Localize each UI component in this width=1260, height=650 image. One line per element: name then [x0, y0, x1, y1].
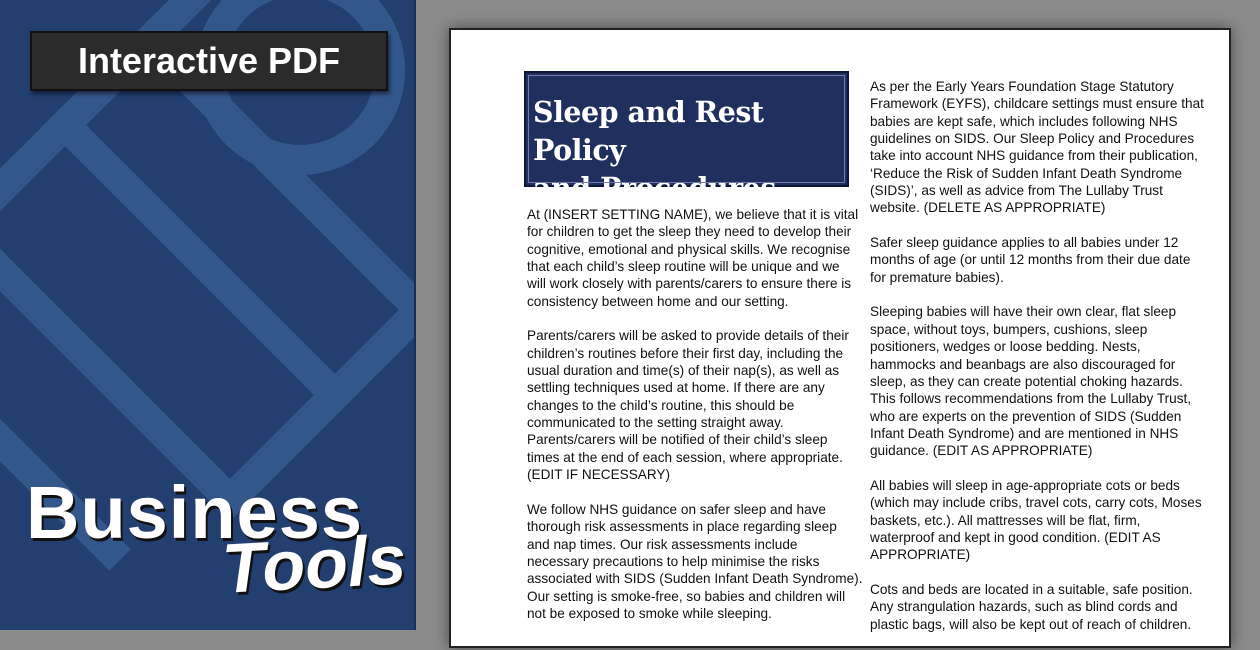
- brand-title: Business: [26, 471, 364, 554]
- text-line: Parents/carers will be asked to provide details of their: [527, 328, 849, 344]
- text-line: communicated to the setting straight away.: [527, 415, 784, 431]
- text-line: Our setting is smoke-free, so babies and children will: [527, 588, 846, 604]
- text-line: and nap times. Our risk assessments include: [527, 536, 798, 552]
- left-text-column: [527, 206, 863, 640]
- text-line: settling techniques used at home. If there are any: [527, 380, 825, 396]
- text-line: ‘Reduce the Risk of Sudden Infant Death Syndrome: [870, 165, 1183, 181]
- text-line: plastic bags, will also be kept out of reach of children.: [870, 616, 1192, 632]
- paragraph: [870, 303, 1215, 459]
- text-line: guidance. (EDIT AS APPROPRIATE): [870, 443, 1093, 459]
- text-line: (EDIT IF NECESSARY): [527, 467, 671, 483]
- paragraph: [527, 327, 857, 483]
- text-line: take into account NHS guidance from their publication,: [870, 148, 1198, 164]
- brand-subtitle: Tools: [220, 520, 408, 608]
- text-line: Any strangulation hazards, such as blind cords and: [870, 599, 1178, 615]
- text-line: thorough risk assessments in place regarding sleep: [527, 519, 837, 535]
- text-line: APPROPRIATE): [870, 547, 971, 563]
- text-line: baskets, etc.). All mattresses will be flat, firm,: [870, 512, 1141, 528]
- text-line: Infant Death Syndrome) and are mentioned in NHS: [870, 425, 1179, 441]
- text-line: times at the end of each session, where appropriate.: [527, 449, 843, 465]
- text-line: guidelines on SIDS. Our Sleep Policy and Procedures: [870, 131, 1195, 147]
- paragraph: [527, 501, 863, 622]
- text-line: Parents/carers will be notified of their child’s sleep: [527, 432, 828, 448]
- text-line: space, without toys, bumpers, cushions, sleep: [870, 321, 1148, 337]
- text-line: As per the Early Years Foundation Stage Statutory: [870, 79, 1174, 94]
- text-line: changes to the child’s routine, this should be: [527, 397, 795, 413]
- text-line: We follow NHS guidance on safer sleep and have: [527, 501, 826, 517]
- text-line: waterproof and kept in good condition. (EDIT AS: [870, 529, 1161, 545]
- paragraph: [527, 206, 857, 310]
- text-line: usual duration and time(s) of their nap(s), as well as: [527, 363, 840, 379]
- paragraph: [870, 477, 1215, 564]
- text-line: sleep, as they can create potential choking hazards.: [870, 373, 1183, 389]
- text-line: will work closely with parents/carers to ensure there is: [527, 276, 852, 292]
- text-line: consistency between home and our setting.: [527, 293, 789, 309]
- text-line: children’s routines before their first day, including the: [527, 345, 844, 361]
- text-line: (SIDS)’, as well as advice from The Lullaby Trust: [870, 183, 1163, 199]
- text-line: babies are kept safe, which includes following NHS: [870, 113, 1178, 129]
- paragraph: [870, 234, 1215, 286]
- text-line: not be exposed to smoke while sleeping.: [527, 605, 772, 621]
- text-line: (which may include cribs, travel cots, carry cots, Moses: [870, 495, 1202, 511]
- text-line: for premature babies).: [870, 269, 1004, 285]
- text-line: Cots and beds are located in a suitable, safe position.: [870, 581, 1193, 597]
- paragraph: [870, 581, 1215, 633]
- text-line: cognitive, emotional and physical skills. We recognise: [527, 241, 851, 257]
- text-line: hammocks and beanbags are also discouraged for: [870, 356, 1176, 372]
- text-line: Sleeping babies will have their own clear, flat sleep: [870, 304, 1177, 320]
- interactive-pdf-badge: Interactive PDF: [30, 31, 388, 91]
- text-line: months of age (or until 12 months from their due date: [870, 252, 1191, 268]
- text-line: Safer sleep guidance applies to all babies under 12: [870, 235, 1179, 251]
- text-line: associated with SIDS (Sudden Infant Death Syndrome).: [527, 571, 863, 587]
- promo-panel: [0, 0, 416, 630]
- document-title: [524, 71, 849, 205]
- text-line: necessary precautions to help minimise the risks: [527, 553, 820, 569]
- text-line: This follows recommendations from the Lullaby Trust,: [870, 391, 1192, 407]
- text-line: for children to get the sleep they need to develop their: [527, 224, 852, 240]
- title-line: Sleep and Rest Policy: [533, 95, 764, 167]
- text-line: who are experts on the prevention of SIDS (Sudden: [870, 408, 1182, 424]
- text-line: At (INSERT SETTING NAME), we believe that it is vital: [527, 207, 859, 222]
- text-line: Framework (EYFS), childcare settings must ensure that: [870, 96, 1204, 112]
- text-line: positioners, wedges or loose bedding. Nests,: [870, 339, 1141, 355]
- title-line: and Procedures: [533, 171, 776, 205]
- text-line: All babies will sleep in age-appropriate cots or beds: [870, 477, 1180, 493]
- text-line: that each child’s sleep routine will be unique and we: [527, 259, 840, 275]
- right-text-column: [870, 78, 1215, 650]
- text-line: website. (DELETE AS APPROPRIATE): [870, 200, 1106, 216]
- paragraph: [870, 78, 1215, 217]
